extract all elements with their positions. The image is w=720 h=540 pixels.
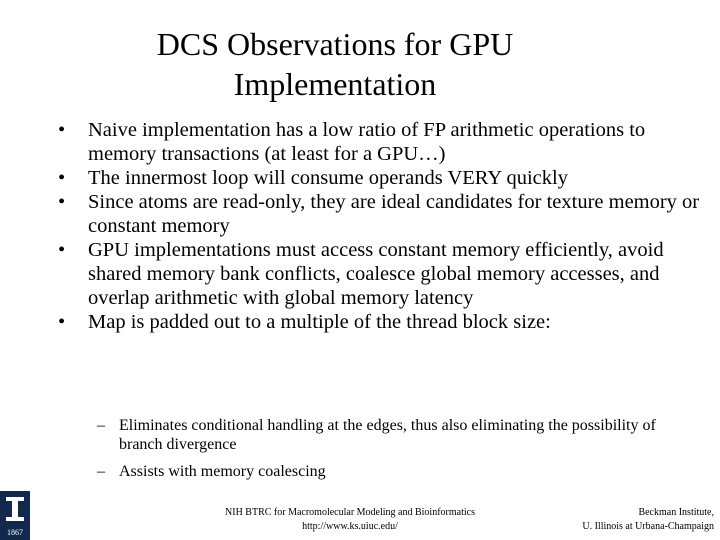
bullet-marker: •: [58, 191, 66, 213]
bullet-marker: •: [58, 239, 66, 261]
sub-bullet-item: [97, 416, 667, 454]
logo-year: 1867: [7, 528, 23, 537]
illinois-i-icon: [0, 491, 30, 540]
bullet-list: [58, 118, 708, 334]
bullet-item: [58, 310, 708, 334]
university-logo: [0, 491, 30, 540]
bullet-item: [58, 118, 708, 166]
footer-institute: Beckman Institute,: [638, 507, 714, 518]
bullet-text: The innermost loop will consume operands VERY quickly: [88, 167, 568, 189]
title-line-1: DCS Observations for GPU: [156, 26, 514, 62]
title-line-2: Implementation: [233, 66, 437, 102]
bullet-text: Since atoms are read-only, they are ideal candidates for texture memory or constant memory: [88, 191, 700, 237]
sub-bullet-marker: –: [97, 417, 105, 434]
sub-bullet-item: [97, 462, 667, 481]
bullet-marker: •: [58, 167, 66, 189]
sub-bullet-text: Assists with memory coalescing: [119, 463, 326, 480]
sub-bullet-list: [97, 416, 667, 489]
sub-bullet-text: Eliminates conditional handling at the edges, thus also eliminating the possibility of branch divergence: [119, 417, 656, 453]
bullet-text: GPU implementations must access constant memory efficiently, avoid shared memory bank conflicts, coalesce global memory accesses, and overlap arithmetic with global memory latency: [88, 239, 664, 309]
footer-org: NIH BTRC for Macromolecular Modeling and Bioinformatics: [225, 507, 475, 518]
footer-university: U. Illinois at Urbana-Champaign: [582, 521, 714, 532]
bullet-marker: •: [58, 311, 66, 333]
bullet-item: [58, 166, 708, 190]
bullet-item: [58, 238, 708, 310]
bullet-text: Map is padded out to a multiple of the thread block size:: [88, 311, 551, 333]
footer-url: http://www.ks.uiuc.edu/: [302, 521, 398, 532]
footer-center: [205, 506, 495, 534]
bullet-marker: •: [58, 119, 66, 141]
footer-right: [514, 506, 714, 534]
slide-title: [100, 24, 570, 104]
bullet-text: Naive implementation has a low ratio of FP arithmetic operations to memory transactions (at least for a GPU…): [88, 119, 646, 165]
sub-bullet-marker: –: [97, 463, 105, 480]
bullet-item: [58, 190, 708, 238]
